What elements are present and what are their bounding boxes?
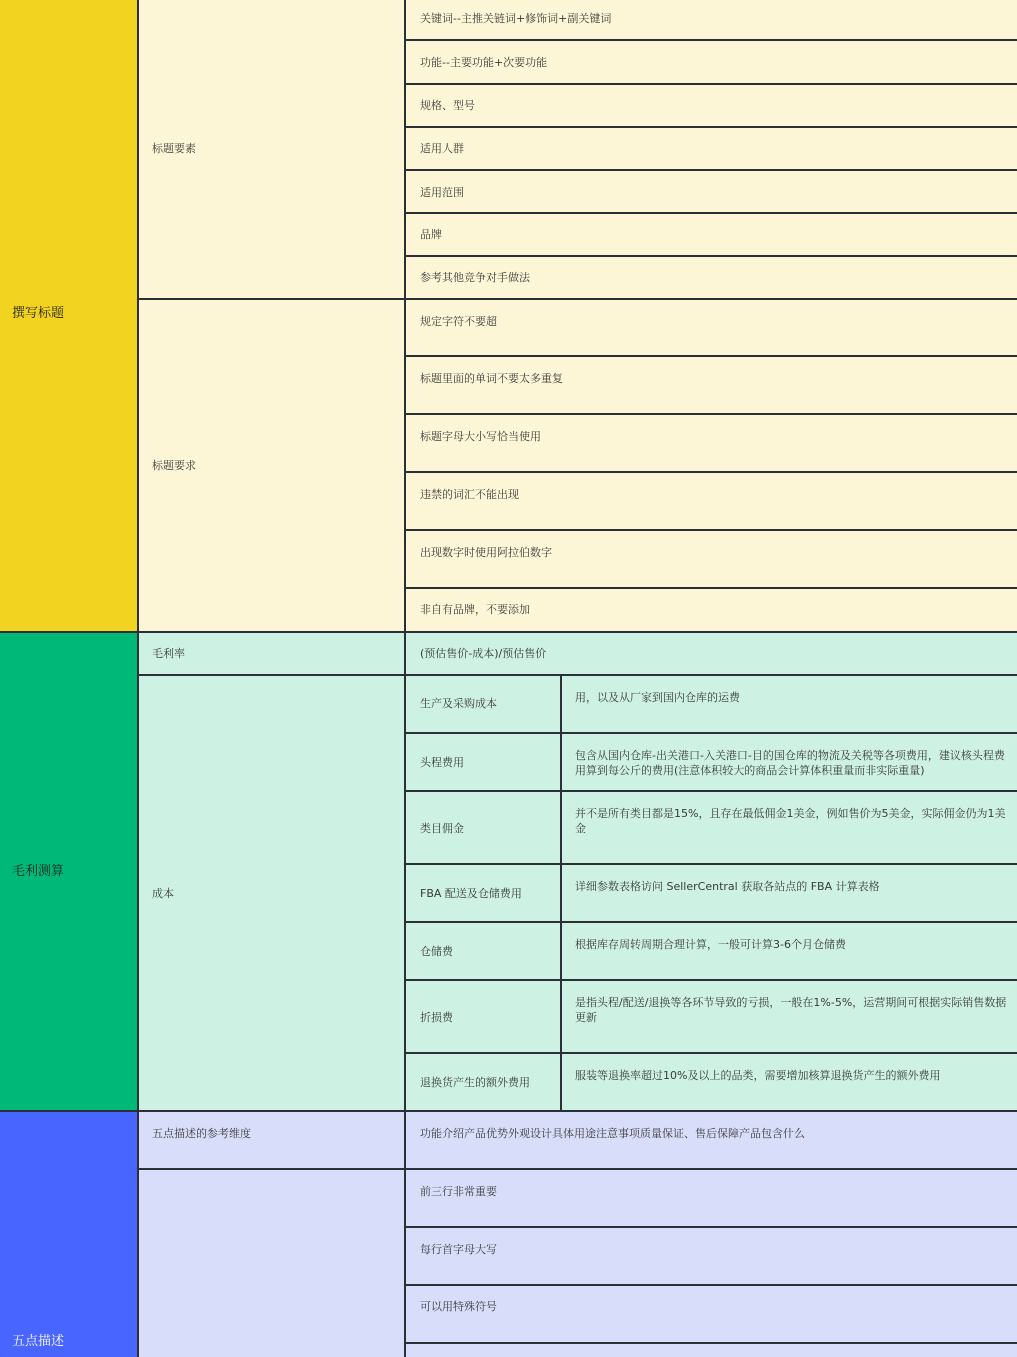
five-points-section-band <box>0 1111 138 1357</box>
cost-desc-cell <box>561 864 1017 922</box>
title-element-row <box>406 256 1017 299</box>
grid-line <box>406 1284 1017 1286</box>
cost-desc: 详细参数表格访问 SellerCentral 获取各站点的 FBA 计算表格 <box>575 880 880 893</box>
title-element-row <box>406 127 1017 170</box>
grid-line <box>406 255 1017 257</box>
cost-name: 仓储费 <box>420 945 453 958</box>
title-requirement-text: 规定字符不要超 <box>420 315 497 328</box>
five-points-dimension-text-cell <box>406 1111 1017 1169</box>
cost-cell <box>138 675 406 1111</box>
grid-line <box>406 921 1017 923</box>
cost-desc: 并不是所有类目都是15%，且存在最低佣金1美金，例如售价为5美金，实际佣金仍为1美金 <box>575 807 1006 835</box>
five-points-rule-text: 每行首字母大写 <box>420 1243 497 1256</box>
five-points-dimension-text: 功能介绍产品优势外观设计具体用途注意事项质量保证、售后保障产品包含什么 <box>420 1127 805 1140</box>
grid-line <box>138 1168 1017 1170</box>
title-element-row <box>406 40 1017 84</box>
five-points-rule-row <box>406 1169 1017 1227</box>
title-requirement-text: 出现数字时使用阿拉伯数字 <box>420 546 552 559</box>
grid-line <box>406 863 1017 865</box>
cost-name-cell <box>406 733 561 791</box>
grid-line <box>404 0 406 1357</box>
title-requirements-label: 标题要求 <box>152 459 196 472</box>
grid-line <box>406 471 1017 473</box>
title-section-band <box>0 0 138 632</box>
title-element-text: 关键词--主推关链词+修饰词+副关键词 <box>420 12 612 25</box>
cost-name: 生产及采购成本 <box>420 697 497 710</box>
grid-line <box>137 0 139 1357</box>
title-requirement-text: 非自有品牌，不要添加 <box>420 603 530 616</box>
grid-line <box>406 790 1017 792</box>
title-requirement-text: 违禁的词汇不能出现 <box>420 488 519 501</box>
cost-label: 成本 <box>152 887 174 900</box>
margin-rate-formula-cell <box>406 632 1017 675</box>
title-requirements-cell <box>138 299 406 632</box>
title-element-text: 功能--主要功能+次要功能 <box>420 56 548 69</box>
cost-desc: 用，以及从厂家到国内仓库的运费 <box>575 691 740 704</box>
cost-name: 类目佣金 <box>420 822 464 835</box>
five-points-rules-cell <box>138 1169 406 1357</box>
title-section-heading: 撰写标题 <box>12 306 65 321</box>
margin-section-heading: 毛利测算 <box>12 864 65 879</box>
title-requirement-text: 标题里面的单词不要太多重复 <box>420 372 563 385</box>
cost-name: 退换货产生的额外费用 <box>420 1076 530 1089</box>
margin-rate-label: 毛利率 <box>152 647 185 660</box>
five-points-rule-text: 可以用特殊符号 <box>420 1300 497 1313</box>
grid-line <box>138 298 1017 300</box>
grid-line <box>406 126 1017 128</box>
grid-line <box>406 732 1017 734</box>
five-points-rule-row <box>406 1285 1017 1343</box>
cost-name-cell <box>406 864 561 922</box>
five-points-dimension-cell <box>138 1111 406 1169</box>
cost-desc-cell <box>561 922 1017 980</box>
cost-desc: 是指头程/配送/退换等各环节导致的亏损，一般在1%-5%，运营期间可根据实际销售数据更新 <box>575 996 1007 1024</box>
grid-line <box>406 1342 1017 1344</box>
title-requirement-row <box>406 299 1017 356</box>
title-element-row <box>406 84 1017 127</box>
grid-line <box>406 39 1017 41</box>
cost-name-cell <box>406 675 561 733</box>
grid-line <box>138 674 1017 676</box>
title-requirement-row <box>406 414 1017 472</box>
cost-desc: 根据库存周转周期合理计算，一般可计算3-6个月仓储费 <box>575 938 846 951</box>
cost-desc-cell <box>561 1053 1017 1111</box>
title-element-row <box>406 170 1017 213</box>
grid-line <box>406 979 1017 981</box>
title-requirement-row <box>406 530 1017 588</box>
margin-section-band <box>0 632 138 1111</box>
title-element-text: 品牌 <box>420 228 442 241</box>
title-requirement-row <box>406 356 1017 414</box>
cost-name-cell <box>406 922 561 980</box>
five-points-dimension-label: 五点描述的参考维度 <box>152 1127 251 1140</box>
grid-line <box>406 355 1017 357</box>
cost-name: 头程费用 <box>420 756 464 769</box>
grid-line <box>406 529 1017 531</box>
grid-line <box>406 587 1017 589</box>
title-element-row <box>406 0 1017 40</box>
title-elements-cell <box>138 0 406 299</box>
grid-line <box>406 169 1017 171</box>
cost-name: FBA 配送及仓储费用 <box>420 887 522 900</box>
grid-line <box>406 212 1017 214</box>
cost-name-cell <box>406 980 561 1053</box>
cost-desc-cell <box>561 733 1017 791</box>
cost-desc: 服装等退换率超过10%及以上的品类，需要增加核算退换货产生的额外费用 <box>575 1069 941 1082</box>
cost-name: 折损费 <box>420 1011 453 1024</box>
cost-name-cell <box>406 791 561 864</box>
cost-name-cell <box>406 1053 561 1111</box>
cost-desc: 包含从国内仓库-出关港口-入关港口-目的国仓库的物流及关税等各项费用，建议核头程费用算到每公斤的费用(注意体积较大的商品会计算体积重量而非实际重量) <box>575 749 1005 777</box>
title-element-text: 适用人群 <box>420 142 464 155</box>
cost-desc-cell <box>561 791 1017 864</box>
title-element-text: 适用范围 <box>420 186 464 199</box>
cost-desc-cell <box>561 980 1017 1053</box>
title-requirement-text: 标题字母大小写恰当使用 <box>420 430 541 443</box>
margin-rate-formula: (预估售价-成本)/预估售价 <box>420 647 547 660</box>
grid-line <box>560 675 562 1111</box>
five-points-section-heading: 五点描述 <box>12 1334 65 1349</box>
margin-rate-cell <box>138 632 406 675</box>
five-points-rule-text: 前三行非常重要 <box>420 1185 497 1198</box>
five-points-rule-row <box>406 1343 1017 1357</box>
title-element-text: 参考其他竞争对手做法 <box>420 271 530 284</box>
cost-desc-cell <box>561 675 1017 733</box>
five-points-rule-row <box>406 1227 1017 1285</box>
grid-line <box>406 413 1017 415</box>
title-element-text: 规格、型号 <box>420 99 475 112</box>
grid-line <box>406 1052 1017 1054</box>
grid-line <box>406 1226 1017 1228</box>
grid-line <box>406 83 1017 85</box>
title-elements-label: 标题要素 <box>152 142 196 155</box>
grid-line <box>0 1110 1017 1112</box>
grid-line <box>0 631 1017 633</box>
title-requirement-row <box>406 588 1017 632</box>
title-requirement-row <box>406 472 1017 530</box>
title-element-row <box>406 213 1017 256</box>
